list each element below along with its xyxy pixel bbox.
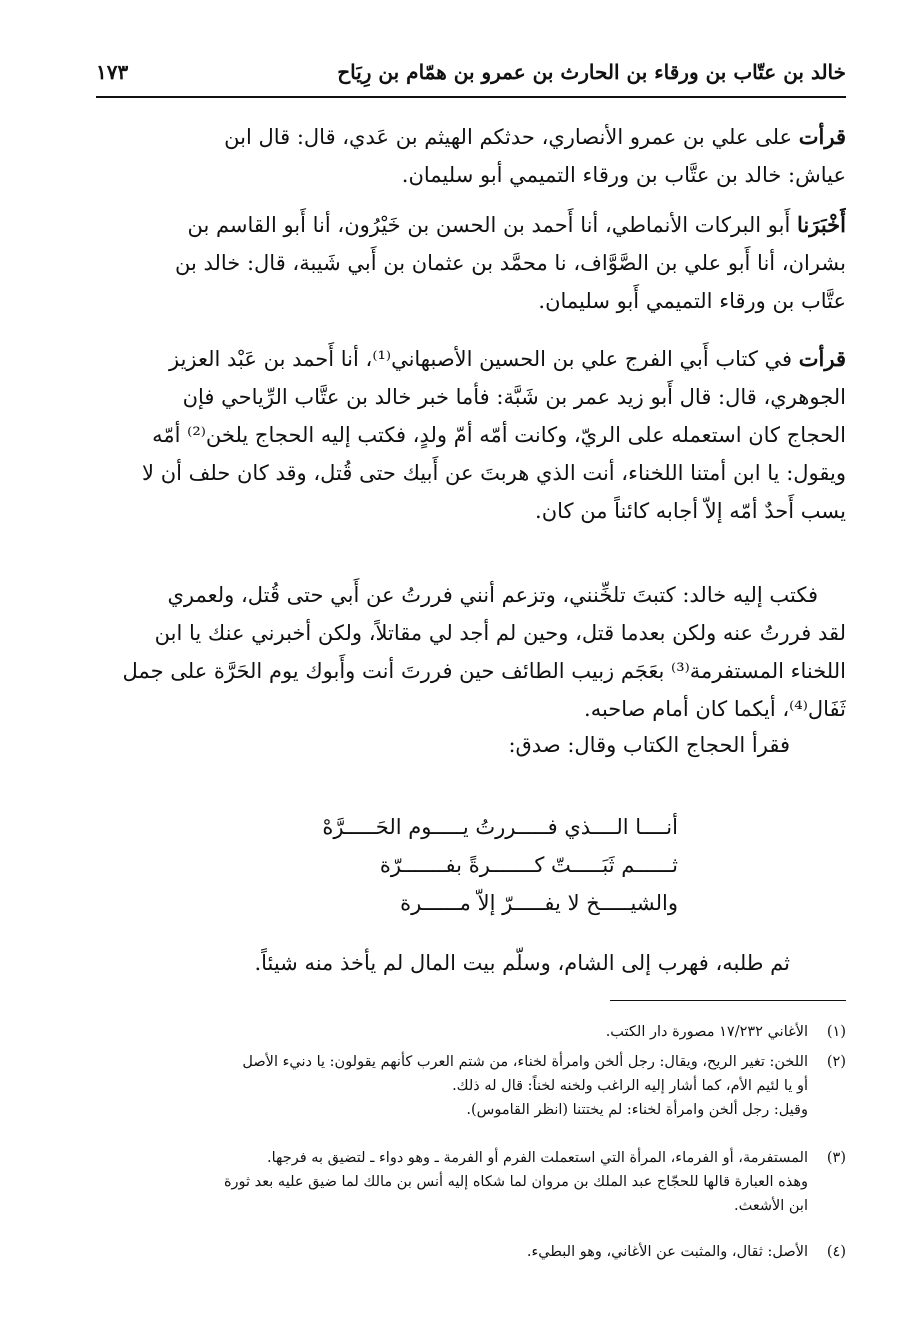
footnote-number: (٣)	[826, 1150, 846, 1166]
footnote-number: (٤)	[826, 1244, 846, 1260]
verse-line: أنــــا الــــذي فـــــررتُ يـــــوم الحَـــــرَّهْ	[322, 815, 678, 839]
verse-block	[268, 808, 678, 922]
footnote-line: المستفرمة، أو الفرماء، المرأة التي استعملت الفرم أو الفرمة ـ وهو دواء ـ لتضيق به فرجها.	[267, 1150, 808, 1166]
paragraph-line: على علي بن عمرو الأنصاري، حدثكم الهيثم بن عَدي، قال: قال ابن	[224, 125, 799, 149]
paragraph-line: فكتب إليه خالد: كتبتَ تلخِّنني، وتزعم أنني فررتُ عن أَبي حتى قُتل، ولعمري	[167, 583, 818, 607]
closing-paragraph	[96, 944, 846, 982]
footnote-2	[96, 1050, 846, 1124]
paragraph-line: بشران، أنا أَبو علي بن الصَّوَّاف، نا محمَّد بن عثمان بن أَبي شَيبة، قال: خالد بن	[174, 251, 846, 275]
paragraph-line: الجوهري، قال: قال أَبو زيد عمر بن شَبَّة: فأما خبر خالد بن عتَّاب الرِّياحي فإن	[182, 385, 846, 409]
footnote-divider	[610, 1000, 846, 1001]
paragraph-5	[96, 726, 846, 764]
footnote-number: (١)	[826, 1024, 846, 1040]
paragraph-line: عتَّاب بن ورقاء التميمي أَبو سليمان.	[538, 289, 846, 313]
footnote-1	[96, 1020, 846, 1044]
verse-line: والشيـــــخ لا يفـــــرّ إلاّ مــــــرة	[400, 891, 678, 915]
footnote-number: (٢)	[826, 1054, 846, 1070]
footnote-line: وقيل: رجل ألخن وامرأة لخناء: لم يختتنا (انظر القاموس).	[466, 1102, 808, 1118]
paragraph-line: فقرأ الحجاج الكتاب وقال: صدق:	[508, 733, 790, 757]
paragraph-line: عياش: خالد بن عتَّاب بن ورقاء التميمي أبو سليمان.	[401, 163, 846, 187]
paragraph-line: لقد فررتُ عنه ولكن بعدما قتل، وحين لم أجد لي مقاتلاً، ولكن أخبرني عنك يا ابن	[154, 621, 846, 645]
footnote-line: الأغاني ١٧/٢٣٢ مصورة دار الكتب.	[605, 1024, 808, 1040]
verse-line: ثــــــم ثَبَـــــتّ كـــــــرةً بفـــــــرّة	[379, 853, 678, 877]
footnote-line: أو يا لئيم الأم، كما أشار إليه الراغب ولخنه لخناً: قال له ذلك.	[452, 1078, 808, 1094]
paragraph-lead-word: قرأت	[798, 346, 846, 371]
paragraph-4	[96, 576, 846, 728]
footnote-4	[96, 1240, 846, 1264]
footnote-line: وهذه العبارة قالها للحجّاج عبد الملك بن مروان لما شكاه إليه أنس بن مالك لما ضيق عليه بعد ثورة	[223, 1174, 808, 1190]
paragraph-1	[96, 118, 846, 194]
paragraph-line: اللخناء المستفرمة⁽³⁾ بعَجَم زبيب الطائف حين فررتَ أنت وأَبوك يوم الحَرَّة على جمل	[122, 659, 846, 683]
paragraph-line: ثَفَال⁽⁴⁾، أيكما كان أمام صاحبه.	[584, 697, 846, 721]
paragraph-lead-word: أَخْبَرَنا	[797, 212, 846, 237]
footnote-3	[96, 1146, 846, 1220]
footnote-line: الأصل: ثقال، والمثبت عن الأغاني، وهو البطيء.	[526, 1244, 808, 1260]
paragraph-line: ثم طلبه، فهرب إلى الشام، وسلّم بيت المال لم يأخذ منه شيئاً.	[254, 951, 790, 975]
paragraph-2	[96, 206, 846, 320]
footnote-line: اللخن: تغير الريح، ويقال: رجل ألخن وامرأة لخناء، من شتم العرب كأنهم يقولون: يا دنيء الأصل	[242, 1054, 808, 1070]
footnote-line: ابن الأشعث.	[733, 1198, 808, 1214]
paragraph-line: في كتاب أَبي الفرج علي بن الحسين الأصبهاني⁽¹⁾، أنا أَحمد بن عَبْد العزيز	[169, 347, 799, 371]
paragraph-3	[96, 340, 846, 530]
page-header	[96, 60, 846, 98]
paragraph-lead-word: قرأت	[798, 124, 846, 149]
page-number: ١٧٣	[96, 60, 129, 84]
paragraph-line: أَبو البركات الأنماطي، أنا أَحمد بن الحسن بن خَيْرُون، أنا أَبو القاسم بن	[187, 213, 798, 237]
paragraph-line: الحجاج كان استعمله على الريّ، وكانت أمّه أمّ ولدٍ، فكتب إليه الحجاج يلخن⁽²⁾ أمّه	[152, 423, 846, 447]
running-title: خالد بن عتّاب بن ورقاء بن الحارث بن عمرو بن همّام بن رِيَاح	[337, 60, 846, 84]
paragraph-line: يسب أَحدٌ أمّه إلاّ أجابه كائناً من كان.	[535, 499, 846, 523]
paragraph-line: ويقول: يا ابن أمتنا اللخناء، أنت الذي هربتَ عن أَبيك حتى قُتل، وقد كان حلف أن لا	[142, 461, 846, 485]
